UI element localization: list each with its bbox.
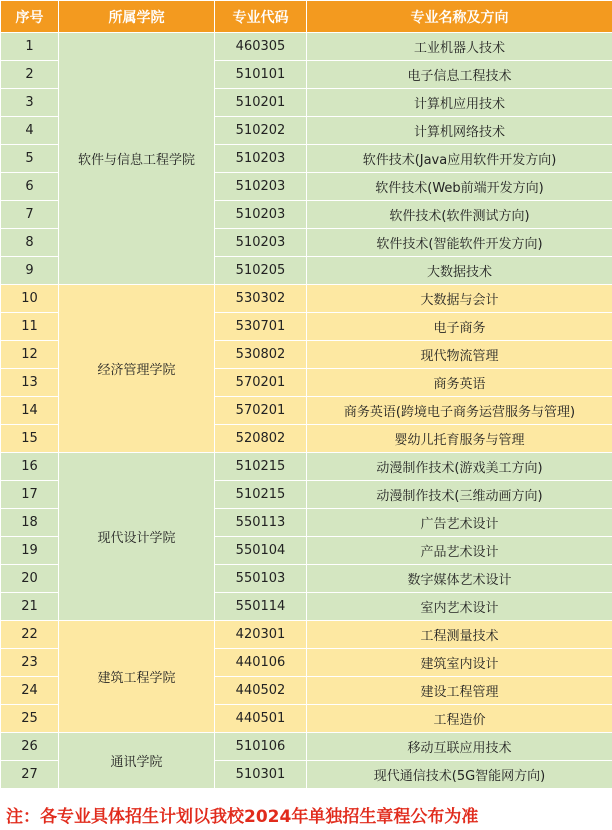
cell-major-name: 移动互联应用技术 (307, 733, 612, 761)
cell-code: 460305 (215, 33, 307, 61)
cell-code: 510203 (215, 201, 307, 229)
header-major-name: 专业名称及方向 (307, 1, 612, 33)
cell-seq: 20 (1, 565, 59, 593)
table-row (1, 453, 612, 481)
cell-code: 420301 (215, 621, 307, 649)
cell-code: 550113 (215, 509, 307, 537)
cell-major-name: 工程测量技术 (307, 621, 612, 649)
cell-seq: 21 (1, 593, 59, 621)
cell-code: 440502 (215, 677, 307, 705)
cell-major-name: 动漫制作技术(三维动画方向) (307, 481, 612, 509)
cell-code: 530302 (215, 285, 307, 313)
cell-code: 520802 (215, 425, 307, 453)
cell-college: 经济管理学院 (59, 285, 215, 453)
cell-code: 550114 (215, 593, 307, 621)
cell-major-name: 动漫制作技术(游戏美工方向) (307, 453, 612, 481)
cell-major-name: 计算机网络技术 (307, 117, 612, 145)
cell-seq: 18 (1, 509, 59, 537)
cell-major-name: 现代通信技术(5G智能网方向) (307, 761, 612, 789)
cell-code: 510301 (215, 761, 307, 789)
cell-major-name: 电子信息工程技术 (307, 61, 612, 89)
cell-major-name: 大数据与会计 (307, 285, 612, 313)
cell-code: 550103 (215, 565, 307, 593)
cell-code: 570201 (215, 397, 307, 425)
table-row (1, 285, 612, 313)
cell-college: 建筑工程学院 (59, 621, 215, 733)
cell-seq: 23 (1, 649, 59, 677)
cell-major-name: 室内艺术设计 (307, 593, 612, 621)
table-header (1, 1, 612, 33)
header-seq: 序号 (1, 1, 59, 33)
cell-major-name: 婴幼儿托育服务与管理 (307, 425, 612, 453)
cell-seq: 17 (1, 481, 59, 509)
cell-code: 510101 (215, 61, 307, 89)
cell-seq: 2 (1, 61, 59, 89)
cell-seq: 6 (1, 173, 59, 201)
cell-code: 510201 (215, 89, 307, 117)
cell-college: 通讯学院 (59, 733, 215, 789)
cell-major-name: 商务英语 (307, 369, 612, 397)
cell-seq: 7 (1, 201, 59, 229)
cell-code: 570201 (215, 369, 307, 397)
cell-major-name: 软件技术(软件测试方向) (307, 201, 612, 229)
cell-code: 510205 (215, 257, 307, 285)
cell-code: 510202 (215, 117, 307, 145)
cell-seq: 1 (1, 33, 59, 61)
cell-major-name: 广告艺术设计 (307, 509, 612, 537)
cell-seq: 12 (1, 341, 59, 369)
table-row (1, 733, 612, 761)
cell-code: 510215 (215, 453, 307, 481)
cell-major-name: 现代物流管理 (307, 341, 612, 369)
cell-major-name: 工业机器人技术 (307, 33, 612, 61)
cell-college: 现代设计学院 (59, 453, 215, 621)
cell-seq: 10 (1, 285, 59, 313)
cell-code: 510203 (215, 145, 307, 173)
cell-major-name: 电子商务 (307, 313, 612, 341)
cell-seq: 3 (1, 89, 59, 117)
cell-major-name: 工程造价 (307, 705, 612, 733)
cell-code: 510203 (215, 229, 307, 257)
cell-seq: 24 (1, 677, 59, 705)
cell-seq: 16 (1, 453, 59, 481)
cell-major-name: 软件技术(Web前端开发方向) (307, 173, 612, 201)
cell-major-name: 计算机应用技术 (307, 89, 612, 117)
cell-seq: 25 (1, 705, 59, 733)
cell-seq: 26 (1, 733, 59, 761)
cell-major-name: 建设工程管理 (307, 677, 612, 705)
cell-seq: 5 (1, 145, 59, 173)
cell-seq: 13 (1, 369, 59, 397)
header-college: 所属学院 (59, 1, 215, 33)
header-code: 专业代码 (215, 1, 307, 33)
cell-seq: 9 (1, 257, 59, 285)
cell-code: 550104 (215, 537, 307, 565)
cell-major-name: 商务英语(跨境电子商务运营服务与管理) (307, 397, 612, 425)
cell-code: 530802 (215, 341, 307, 369)
cell-code: 530701 (215, 313, 307, 341)
cell-seq: 4 (1, 117, 59, 145)
cell-code: 510203 (215, 173, 307, 201)
cell-seq: 19 (1, 537, 59, 565)
cell-major-name: 数字媒体艺术设计 (307, 565, 612, 593)
cell-seq: 22 (1, 621, 59, 649)
cell-major-name: 产品艺术设计 (307, 537, 612, 565)
cell-college: 软件与信息工程学院 (59, 33, 215, 285)
cell-major-name: 软件技术(Java应用软件开发方向) (307, 145, 612, 173)
cell-seq: 27 (1, 761, 59, 789)
cell-major-name: 建筑室内设计 (307, 649, 612, 677)
table-row (1, 621, 612, 649)
table-row (1, 33, 612, 61)
cell-seq: 8 (1, 229, 59, 257)
cell-major-name: 软件技术(智能软件开发方向) (307, 229, 612, 257)
cell-major-name: 大数据技术 (307, 257, 612, 285)
table-body (1, 33, 612, 789)
cell-code: 510215 (215, 481, 307, 509)
cell-seq: 15 (1, 425, 59, 453)
enrollment-note: 注：各专业具体招生计划以我校2024年单独招生章程公布为准 (6, 807, 479, 827)
cell-code: 440106 (215, 649, 307, 677)
header-row (1, 1, 612, 33)
cell-seq: 14 (1, 397, 59, 425)
cell-code: 440501 (215, 705, 307, 733)
cell-seq: 11 (1, 313, 59, 341)
cell-code: 510106 (215, 733, 307, 761)
